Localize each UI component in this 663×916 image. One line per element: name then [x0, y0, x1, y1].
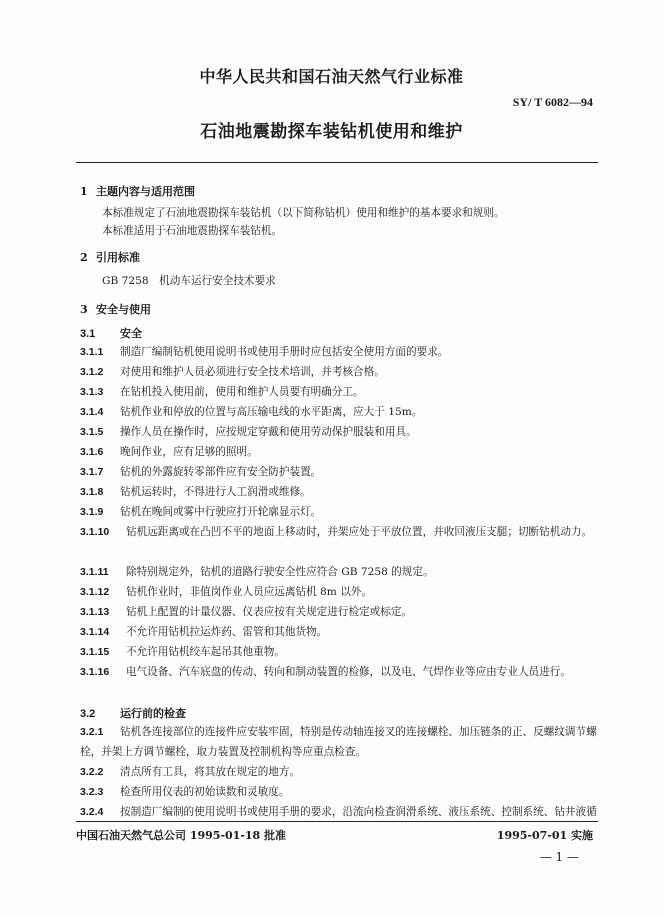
clause-text: 钻机作业时，非值岗作业人员应远离钻机 8m 以外。	[126, 586, 372, 598]
clause	[80, 362, 598, 382]
section-3-heading	[80, 301, 151, 317]
clause-text: 清点所有工具，将其放在规定的地方。	[120, 766, 301, 778]
clause-text: 按制造厂编制的使用说明书或使用手册的要求，沿流向检查润滑系统、液压系统、控制系统、钻井液循	[120, 806, 597, 818]
clause-number: 3.1.1	[80, 346, 104, 358]
clause-number: 3.2.2	[80, 766, 104, 778]
section-title: 安全与使用	[96, 303, 151, 316]
clause-number: 3.1.6	[80, 446, 104, 458]
footer-rule	[76, 821, 598, 822]
clause-text: 钻机的外露旋转零部件应有安全防护装置。	[120, 466, 322, 478]
clause-number: 3.1.10	[80, 526, 110, 538]
clause-number: 3.1.15	[80, 646, 110, 658]
section-number: 3	[80, 303, 88, 316]
subsection-3-2-heading	[80, 705, 186, 721]
clause-number: 3.1.7	[80, 466, 104, 478]
clause-text: 钻机各连接部位的连接件应安装牢固，特别是传动轴连接叉的连接螺栓、加压链条的正、反螺纹调节螺栓，并架上方调节螺栓，取力装置及控制机构等应重点检查。	[80, 726, 597, 758]
approval-note: 中国石油天然气总公司 1995-01-18 批准	[76, 829, 287, 842]
clause-text: 检查所用仪表的初始读数和灵敏度。	[120, 786, 290, 798]
issuing-organization: 中华人民共和国石油天然气行业标准	[199, 67, 464, 86]
clause	[80, 602, 598, 622]
clause-text: 晚间作业，应有足够的照明。	[120, 446, 258, 458]
clause-number: 3.1.2	[80, 366, 104, 378]
clause-text: 钻机远距离或在凸凹不平的地面上移动时，并架应处于平放位置，并收回液压支腿；切断钻机动力。	[126, 526, 593, 538]
subsection-number: 3.2	[80, 708, 96, 720]
clause-text: 在钻机投入使用前，使用和维护人员要有明确分工。	[120, 386, 364, 398]
clause-number: 3.1.4	[80, 406, 104, 418]
section-1-paragraph: 本标准规定了石油地震勘探车装钻机（以下简称钻机）使用和维护的基本要求和规则。	[102, 207, 505, 219]
clause	[80, 482, 598, 502]
clause-text: 不允许用钻机绞车起吊其他重物。	[126, 646, 285, 658]
clause-text: 操作人员在操作时，应按规定穿戴和使用劳动保护服装和用具。	[120, 426, 417, 438]
clause-text: 钻机上配置的计量仪器、仪表应按有关规定进行检定或标定。	[126, 606, 413, 618]
clause-text: 除特别规定外，钻机的道路行驶安全性应符合 GB 7258 的规定。	[126, 566, 434, 578]
subsection-title: 运行前的检查	[120, 707, 186, 720]
clause-text: 不允许用钻机拉运炸药、雷管和其他货物。	[126, 626, 328, 638]
implementation-date: 1995-07-01 实施	[496, 829, 593, 842]
clause	[80, 642, 598, 662]
clause	[80, 782, 598, 802]
clause	[80, 342, 598, 362]
clause	[80, 422, 598, 442]
clause-text: 对使用和维护人员必须进行安全技术培训，并考核合格。	[120, 366, 385, 378]
section-number: 1	[80, 185, 88, 198]
clause-number: 3.1.14	[80, 626, 110, 638]
subsection-3-1-heading	[80, 325, 142, 341]
clause-number: 3.1.12	[80, 586, 110, 598]
clause-number: 3.1.16	[80, 666, 110, 678]
clause	[80, 402, 598, 422]
clause	[80, 502, 598, 522]
document-title: 石油地震勘探车装钻机使用和维护	[200, 122, 463, 142]
clause	[80, 522, 598, 542]
clause-text: 钻机在晚间或雾中行驶应打开轮廓显示灯。	[120, 506, 322, 518]
section-1-heading	[80, 183, 195, 199]
clause-number: 3.1.9	[80, 506, 104, 518]
clause	[80, 442, 598, 462]
clause-number: 3.1.3	[80, 386, 104, 398]
standard-number: SY/ T 6082—94	[512, 95, 593, 109]
clause-number: 3.1.8	[80, 486, 104, 498]
clause	[80, 562, 598, 582]
clause-text: 钻机作业和停放的位置与高压输电线的水平距离，应大于 15m。	[120, 406, 423, 418]
clause-number: 3.1.11	[80, 566, 109, 578]
subsection-number: 3.1	[80, 328, 96, 340]
page-number: — 1 —	[539, 850, 579, 864]
section-title: 主题内容与适用范围	[96, 185, 195, 198]
clause-number: 3.2.3	[80, 786, 104, 798]
clause-text: 制造厂编制钻机使用说明书或使用手册时应包括安全使用方面的要求。	[120, 346, 449, 358]
subsection-title: 安全	[120, 327, 142, 340]
clause-number: 3.2.4	[80, 806, 104, 818]
clause-text: 电气设备、汽车底盘的传动、转向和制动装置的检修，以及电、气焊作业等应由专业人员进行。	[126, 666, 571, 678]
section-number: 2	[80, 251, 88, 264]
section-title: 引用标准	[96, 251, 140, 264]
clause	[80, 382, 598, 402]
clause-number: 3.1.5	[80, 426, 104, 438]
reference-standard: GB 7258 机动车运行安全技术要求	[102, 275, 276, 287]
section-2-heading	[80, 249, 140, 265]
clause	[80, 622, 598, 642]
clause	[80, 582, 598, 602]
clause	[80, 722, 598, 762]
clause	[80, 802, 598, 822]
clause	[80, 762, 598, 782]
header-rule	[76, 162, 598, 163]
clause-number: 3.1.13	[80, 606, 110, 618]
clause	[80, 662, 598, 682]
clause-text: 钻机运转时，不得进行人工润滑或维修。	[120, 486, 311, 498]
clause-number: 3.2.1	[80, 726, 104, 738]
clause	[80, 462, 598, 482]
section-1-paragraph: 本标准适用于石油地震勘探车装钻机。	[102, 225, 283, 237]
